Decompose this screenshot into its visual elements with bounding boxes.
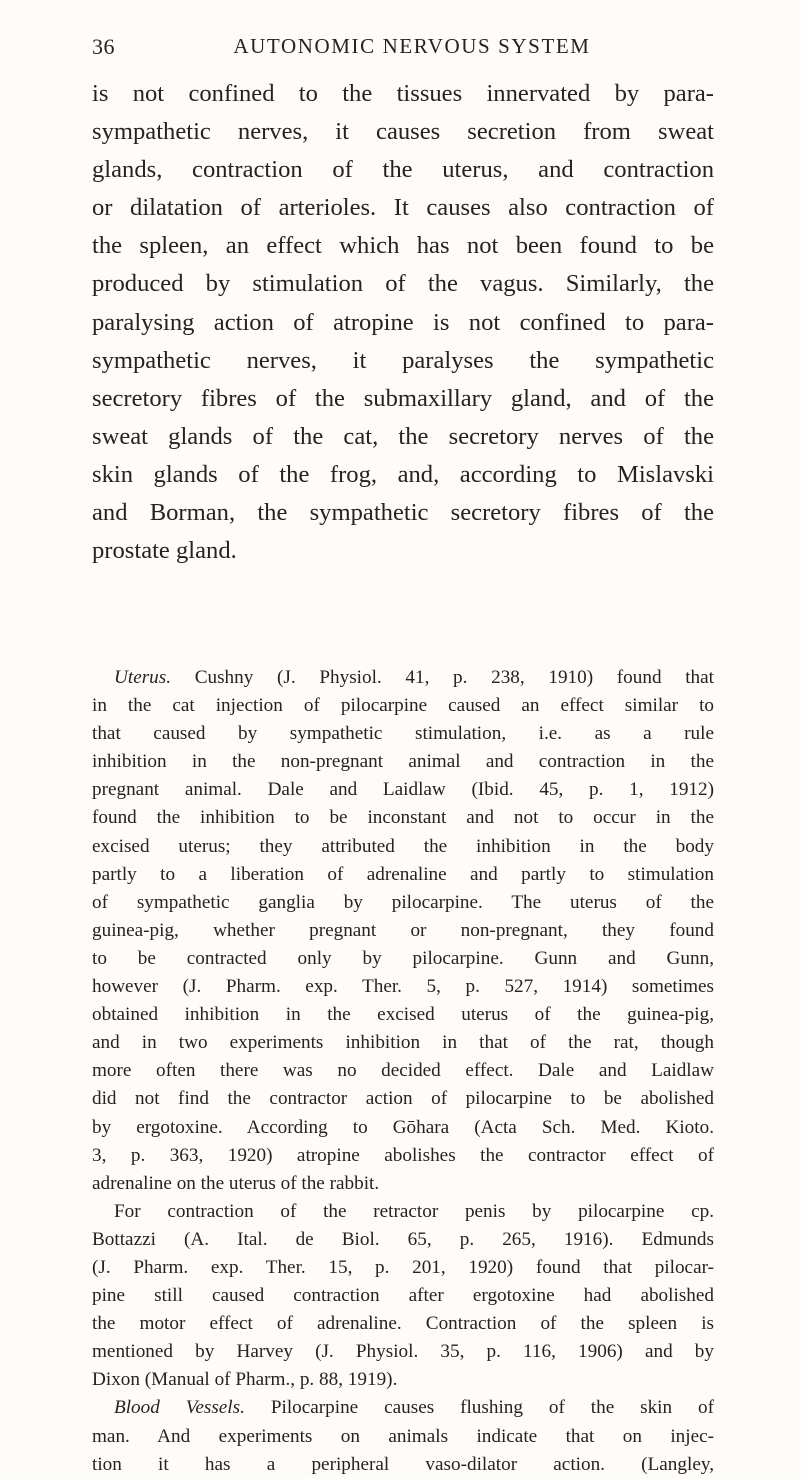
text-line: pregnant animal. Dale and Laidlaw (Ibid. 45, p. 1, 1912) [92, 779, 714, 801]
text-line: by ergotoxine. According to Gōhara (Acta Sch. Med. Kioto. [92, 1116, 714, 1138]
running-head: AUTONOMIC NERVOUS SYSTEM [233, 34, 591, 58]
text-line: sympathetic nerves, it causes secretion from sweat [92, 118, 714, 146]
text-line: prostate gland. [92, 537, 237, 565]
text-line: excised uterus; they attributed the inhibition in the body [92, 835, 714, 857]
text-line: produced by stimulation of the vagus. Similarly, the [92, 270, 714, 298]
text-line: did not find the contractor action of pilocarpine to be abolished [92, 1088, 714, 1110]
text-line: Dixon (Manual of Pharm., p. 88, 1919). [92, 1369, 398, 1391]
text-line: or dilatation of arterioles. It causes also contraction of [92, 194, 714, 222]
text-line: obtained inhibition in the excised uterus of the guinea-pig, [92, 1004, 714, 1026]
text-fragment: Cushny (J. Physiol. 41, p. 238, 1910) found that [194, 667, 714, 688]
text-line: and in two experiments inhibition in that of the rat, though [92, 1032, 714, 1054]
uterus-heading: Uterus. [114, 667, 172, 688]
text-line: Bottazzi (A. Ital. de Biol. 65, p. 265, 1916). Edmunds [92, 1228, 714, 1250]
text-line: For contraction of the retractor penis by pilocarpine cp. [114, 1200, 714, 1222]
text-line: the motor effect of adrenaline. Contraction of the spleen is [92, 1313, 714, 1335]
text-line: that caused by sympathetic stimulation, i.e. as a rule [92, 723, 714, 745]
blood-vessels-first-line [92, 1394, 714, 1422]
text-line: tion it has a peripheral vaso-dilator action. (Langley, [92, 1453, 714, 1475]
text-line: guinea-pig, whether pregnant or non-pregnant, they found [92, 919, 714, 941]
text-line: to be contracted only by pilocarpine. Gunn and Gunn, [92, 947, 714, 969]
text-line: found the inhibition to be inconstant and not to occur in the [92, 807, 714, 829]
text-line: of sympathetic ganglia by pilocarpine. The uterus of the [92, 891, 714, 913]
main-paragraph [92, 75, 714, 570]
text-line: (J. Pharm. exp. Ther. 15, p. 201, 1920) found that pilocar- [92, 1256, 714, 1278]
notes-section [92, 664, 714, 1479]
text-line: man. And experiments on animals indicate that on injec- [92, 1425, 714, 1447]
text-line: 3, p. 363, 1920) atropine abolishes the contractor effect of [92, 1144, 714, 1166]
text-line: sympathetic nerves, it paralyses the sympathetic [92, 346, 714, 374]
text-line: and Borman, the sympathetic secretory fibres of the [92, 499, 714, 527]
text-line: partly to a liberation of adrenaline and partly to stimulation [92, 863, 714, 885]
blood-vessels-heading: Blood Vessels. [114, 1397, 245, 1419]
text-line: pine still caused contraction after ergotoxine had abolished [92, 1285, 714, 1307]
page-header [92, 34, 732, 66]
text-line: the spleen, an effect which has not been found to be [92, 232, 714, 260]
text-line: is not confined to the tissues innervated by para- [92, 80, 714, 107]
text-fragment: Pilocarpine causes flushing of the skin of [270, 1397, 714, 1419]
text-line: paralysing action of atropine is not confined to para- [92, 308, 714, 336]
text-line: however (J. Pharm. exp. Ther. 5, p. 527, 1914) sometimes [92, 976, 714, 998]
text-line: secretory fibres of the submaxillary gland, and of the [92, 384, 714, 412]
page-number: 36 [92, 34, 115, 59]
text-line: in the cat injection of pilocarpine caused an effect similar to [92, 695, 714, 717]
text-line: glands, contraction of the uterus, and contraction [92, 156, 714, 184]
text-line: skin glands of the frog, and, according to Mislavski [92, 460, 714, 488]
text-line: mentioned by Harvey (J. Physiol. 35, p. 116, 1906) and by [92, 1341, 714, 1363]
uterus-first-line [92, 664, 714, 692]
text-line: sweat glands of the cat, the secretory nerves of the [92, 422, 714, 450]
text-line: adrenaline on the uterus of the rabbit. [92, 1172, 380, 1194]
text-line: inhibition in the non-pregnant animal and contraction in the [92, 751, 714, 773]
text-line: more often there was no decided effect. Dale and Laidlaw [92, 1060, 714, 1082]
